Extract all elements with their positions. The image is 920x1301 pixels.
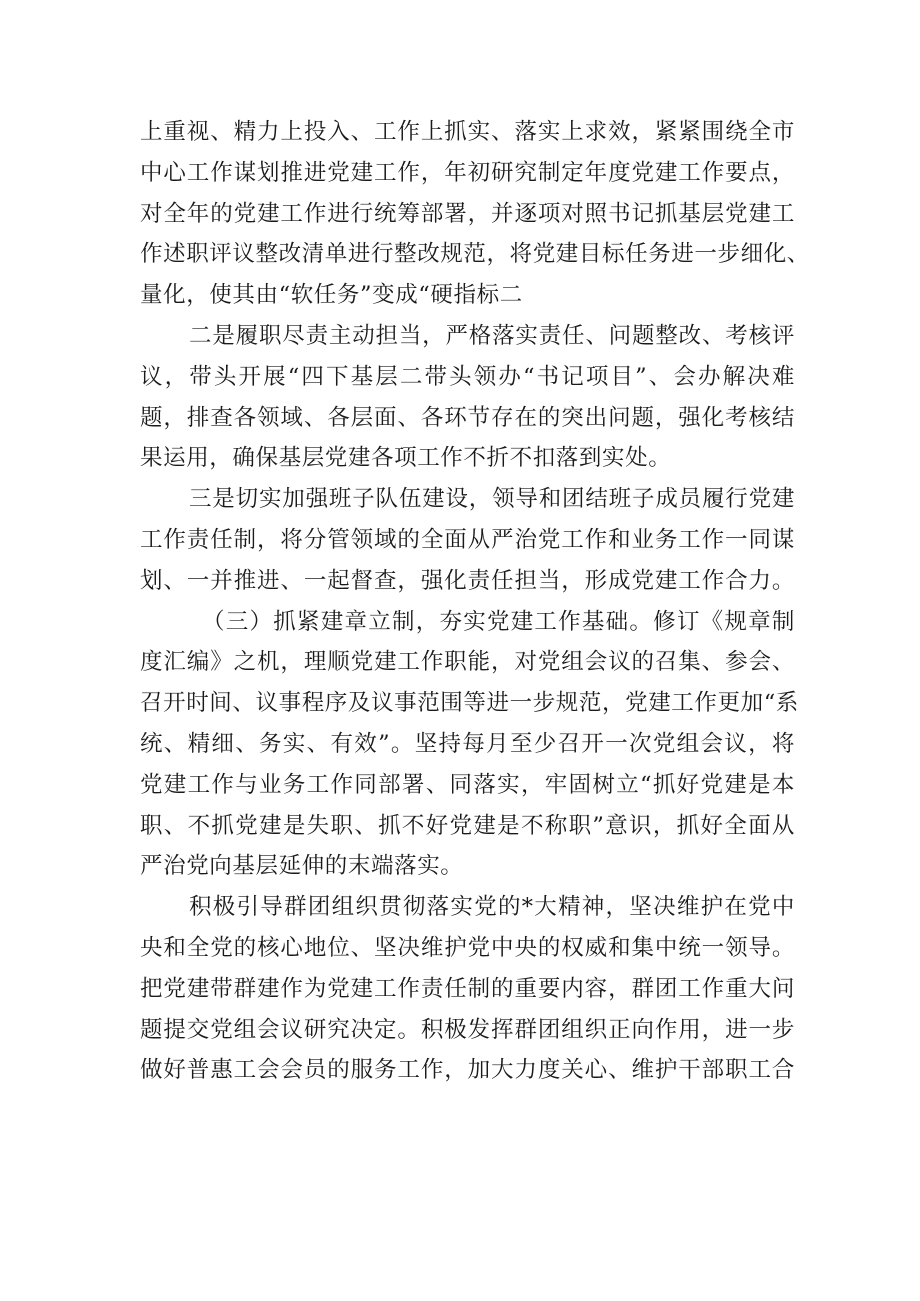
text-line: 积极引导群团组织贯彻落实党的*大精神，坚决维护在党中	[189, 894, 795, 921]
text-line: 党建工作与业务工作同部署、同落实，牢固树立“抓好党建是本	[140, 771, 795, 798]
text-line: （三）抓紧建章立制，夯实党建工作基础。修订《规章制	[202, 608, 795, 635]
paragraph-5	[140, 887, 795, 1091]
paragraph-3	[140, 479, 795, 601]
text-line: 中心工作谋划推进党建工作，年初研究制定年度党建工作要点，	[140, 159, 795, 186]
paragraph-4	[140, 602, 799, 888]
text-line: 量化，使其由“软任务”变成“硬指标二	[140, 282, 523, 309]
paragraph-1	[140, 112, 810, 316]
text-line: 召开时间、议事程序及议事范围等进一步规范，党建工作更加“系	[140, 690, 799, 717]
paragraph-2	[140, 316, 795, 479]
text-line: 职、不抓党建是失职、抓不好党建是不称职”意识，抓好全面从	[140, 812, 795, 839]
text-line: 三是切实加强班子队伍建设，领导和团结班子成员履行党建	[189, 486, 795, 513]
text-line: 果运用，确保基层党建各项工作不折不扣落到实处。	[140, 445, 672, 472]
text-line: 对全年的党建工作进行统筹部署，并逐项对照书记抓基层党建工	[140, 200, 795, 227]
document-body	[140, 112, 810, 1091]
text-line: 工作责任制，将分管领域的全面从严治党工作和业务工作一同谋	[140, 526, 795, 553]
text-line: 二是履职尽责主动担当，严格落实责任、问题整改、考核评	[189, 322, 795, 349]
text-line: 把党建带群建作为党建工作责任制的重要内容，群团工作重大问	[140, 975, 795, 1002]
text-line: 题提交党组会议研究决定。积极发挥群团组织正向作用，进一步	[140, 1016, 795, 1043]
text-line: 作述职评议整改清单进行整改规范，将党建目标任务进一步细化、	[140, 241, 810, 268]
text-line: 上重视、精力上投入、工作上抓实、落实上求效，紧紧围绕全市	[140, 119, 795, 145]
text-line: 划、一并推进、一起督查，强化责任担当，形成党建工作合力。	[140, 567, 795, 594]
text-line: 做好普惠工会会员的服务工作，加大力度关心、维护干部职工合	[140, 1057, 795, 1084]
text-line: 央和全党的核心地位、坚决维护党中央的权威和集中统一领导。	[140, 934, 795, 961]
text-line: 严治党向基层延伸的末端落实。	[140, 853, 464, 880]
text-line: 题，排查各领域、各层面、各环节存在的突出问题，强化考核结	[140, 404, 795, 431]
text-line: 统、精细、务实、有效”。坚持每月至少召开一次党组会议，将	[140, 730, 795, 757]
text-line: 度汇编》之机，理顺党建工作职能，对党组会议的召集、参会、	[140, 649, 795, 676]
text-line: 议，带头开展“四下基层二带头领办“书记项目”、会办解决难	[140, 363, 795, 390]
